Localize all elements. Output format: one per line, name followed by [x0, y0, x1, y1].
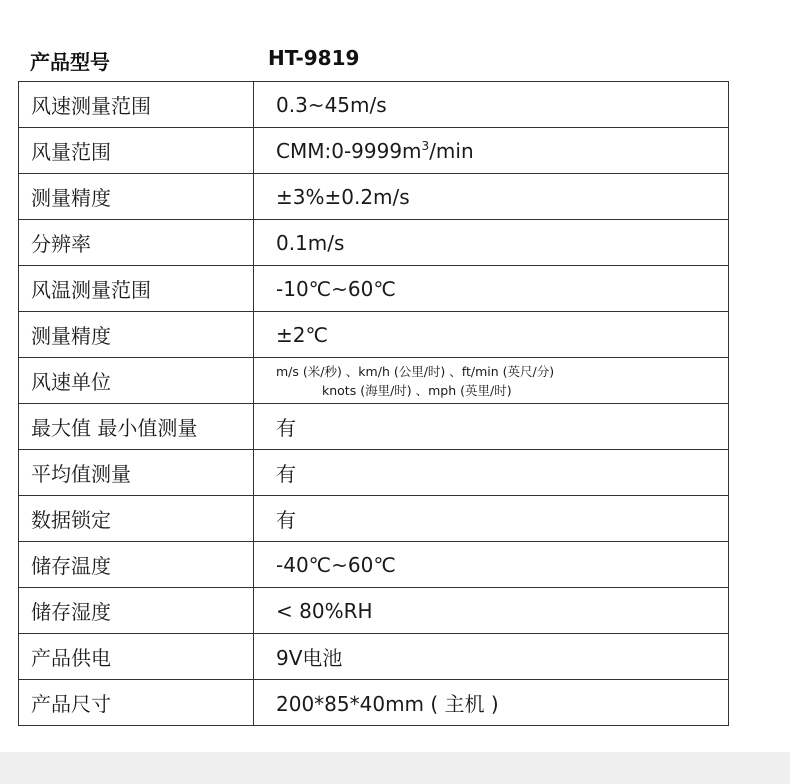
spec-value: 9V电池	[254, 634, 729, 680]
footer-band	[0, 752, 790, 784]
units-line-1: m/s (米/秒) 、km/h (公里/时) 、ft/min (英尺/分)	[276, 363, 555, 379]
spec-value: ±3%±0.2m/s	[254, 174, 729, 220]
table-row	[19, 82, 729, 128]
spec-label: 风速单位	[19, 358, 254, 404]
spec-value	[254, 128, 729, 174]
spec-value: 有	[254, 496, 729, 542]
table-row	[19, 358, 729, 404]
spec-label: 风量范围	[19, 128, 254, 174]
spec-label: 储存湿度	[19, 588, 254, 634]
spec-label: 产品尺寸	[19, 680, 254, 726]
spec-value: -40℃~60℃	[254, 542, 729, 588]
spec-table	[18, 81, 729, 726]
spec-label: 测量精度	[19, 174, 254, 220]
model-label: 产品型号	[30, 50, 110, 74]
spec-value: 0.3~45m/s	[254, 82, 729, 128]
spec-label: 测量精度	[19, 312, 254, 358]
spec-label: 风速测量范围	[19, 82, 254, 128]
table-row	[19, 588, 729, 634]
spec-label: 分辨率	[19, 220, 254, 266]
table-row	[19, 312, 729, 358]
spec-value: ±2℃	[254, 312, 729, 358]
airflow-prefix: CMM:0-9999m	[276, 138, 422, 163]
table-row	[19, 680, 729, 726]
table-row	[19, 128, 729, 174]
spec-label: 最大值 最小值测量	[19, 404, 254, 450]
spec-label: 平均值测量	[19, 450, 254, 496]
units-line-2: knots (海里/时) 、mph (英里/时)	[322, 382, 512, 398]
model-header	[0, 38, 790, 78]
spec-label: 风温测量范围	[19, 266, 254, 312]
spec-value: -10℃~60℃	[254, 266, 729, 312]
cubic-superscript: 3	[421, 138, 430, 153]
spec-value	[254, 358, 729, 404]
table-row	[19, 266, 729, 312]
airflow-suffix: /min	[429, 138, 474, 163]
spec-label: 储存温度	[19, 542, 254, 588]
table-row	[19, 542, 729, 588]
spec-value: 有	[254, 404, 729, 450]
table-row	[19, 174, 729, 220]
spec-value: 0.1m/s	[254, 220, 729, 266]
spec-label: 产品供电	[19, 634, 254, 680]
table-row	[19, 404, 729, 450]
spec-value: 有	[254, 450, 729, 496]
spec-value: < 80%RH	[254, 588, 729, 634]
table-row	[19, 496, 729, 542]
model-value: HT-9819	[268, 46, 360, 70]
table-row	[19, 450, 729, 496]
table-row	[19, 634, 729, 680]
spec-value: 200*85*40mm ( 主机 )	[254, 680, 729, 726]
table-row	[19, 220, 729, 266]
spec-label: 数据锁定	[19, 496, 254, 542]
